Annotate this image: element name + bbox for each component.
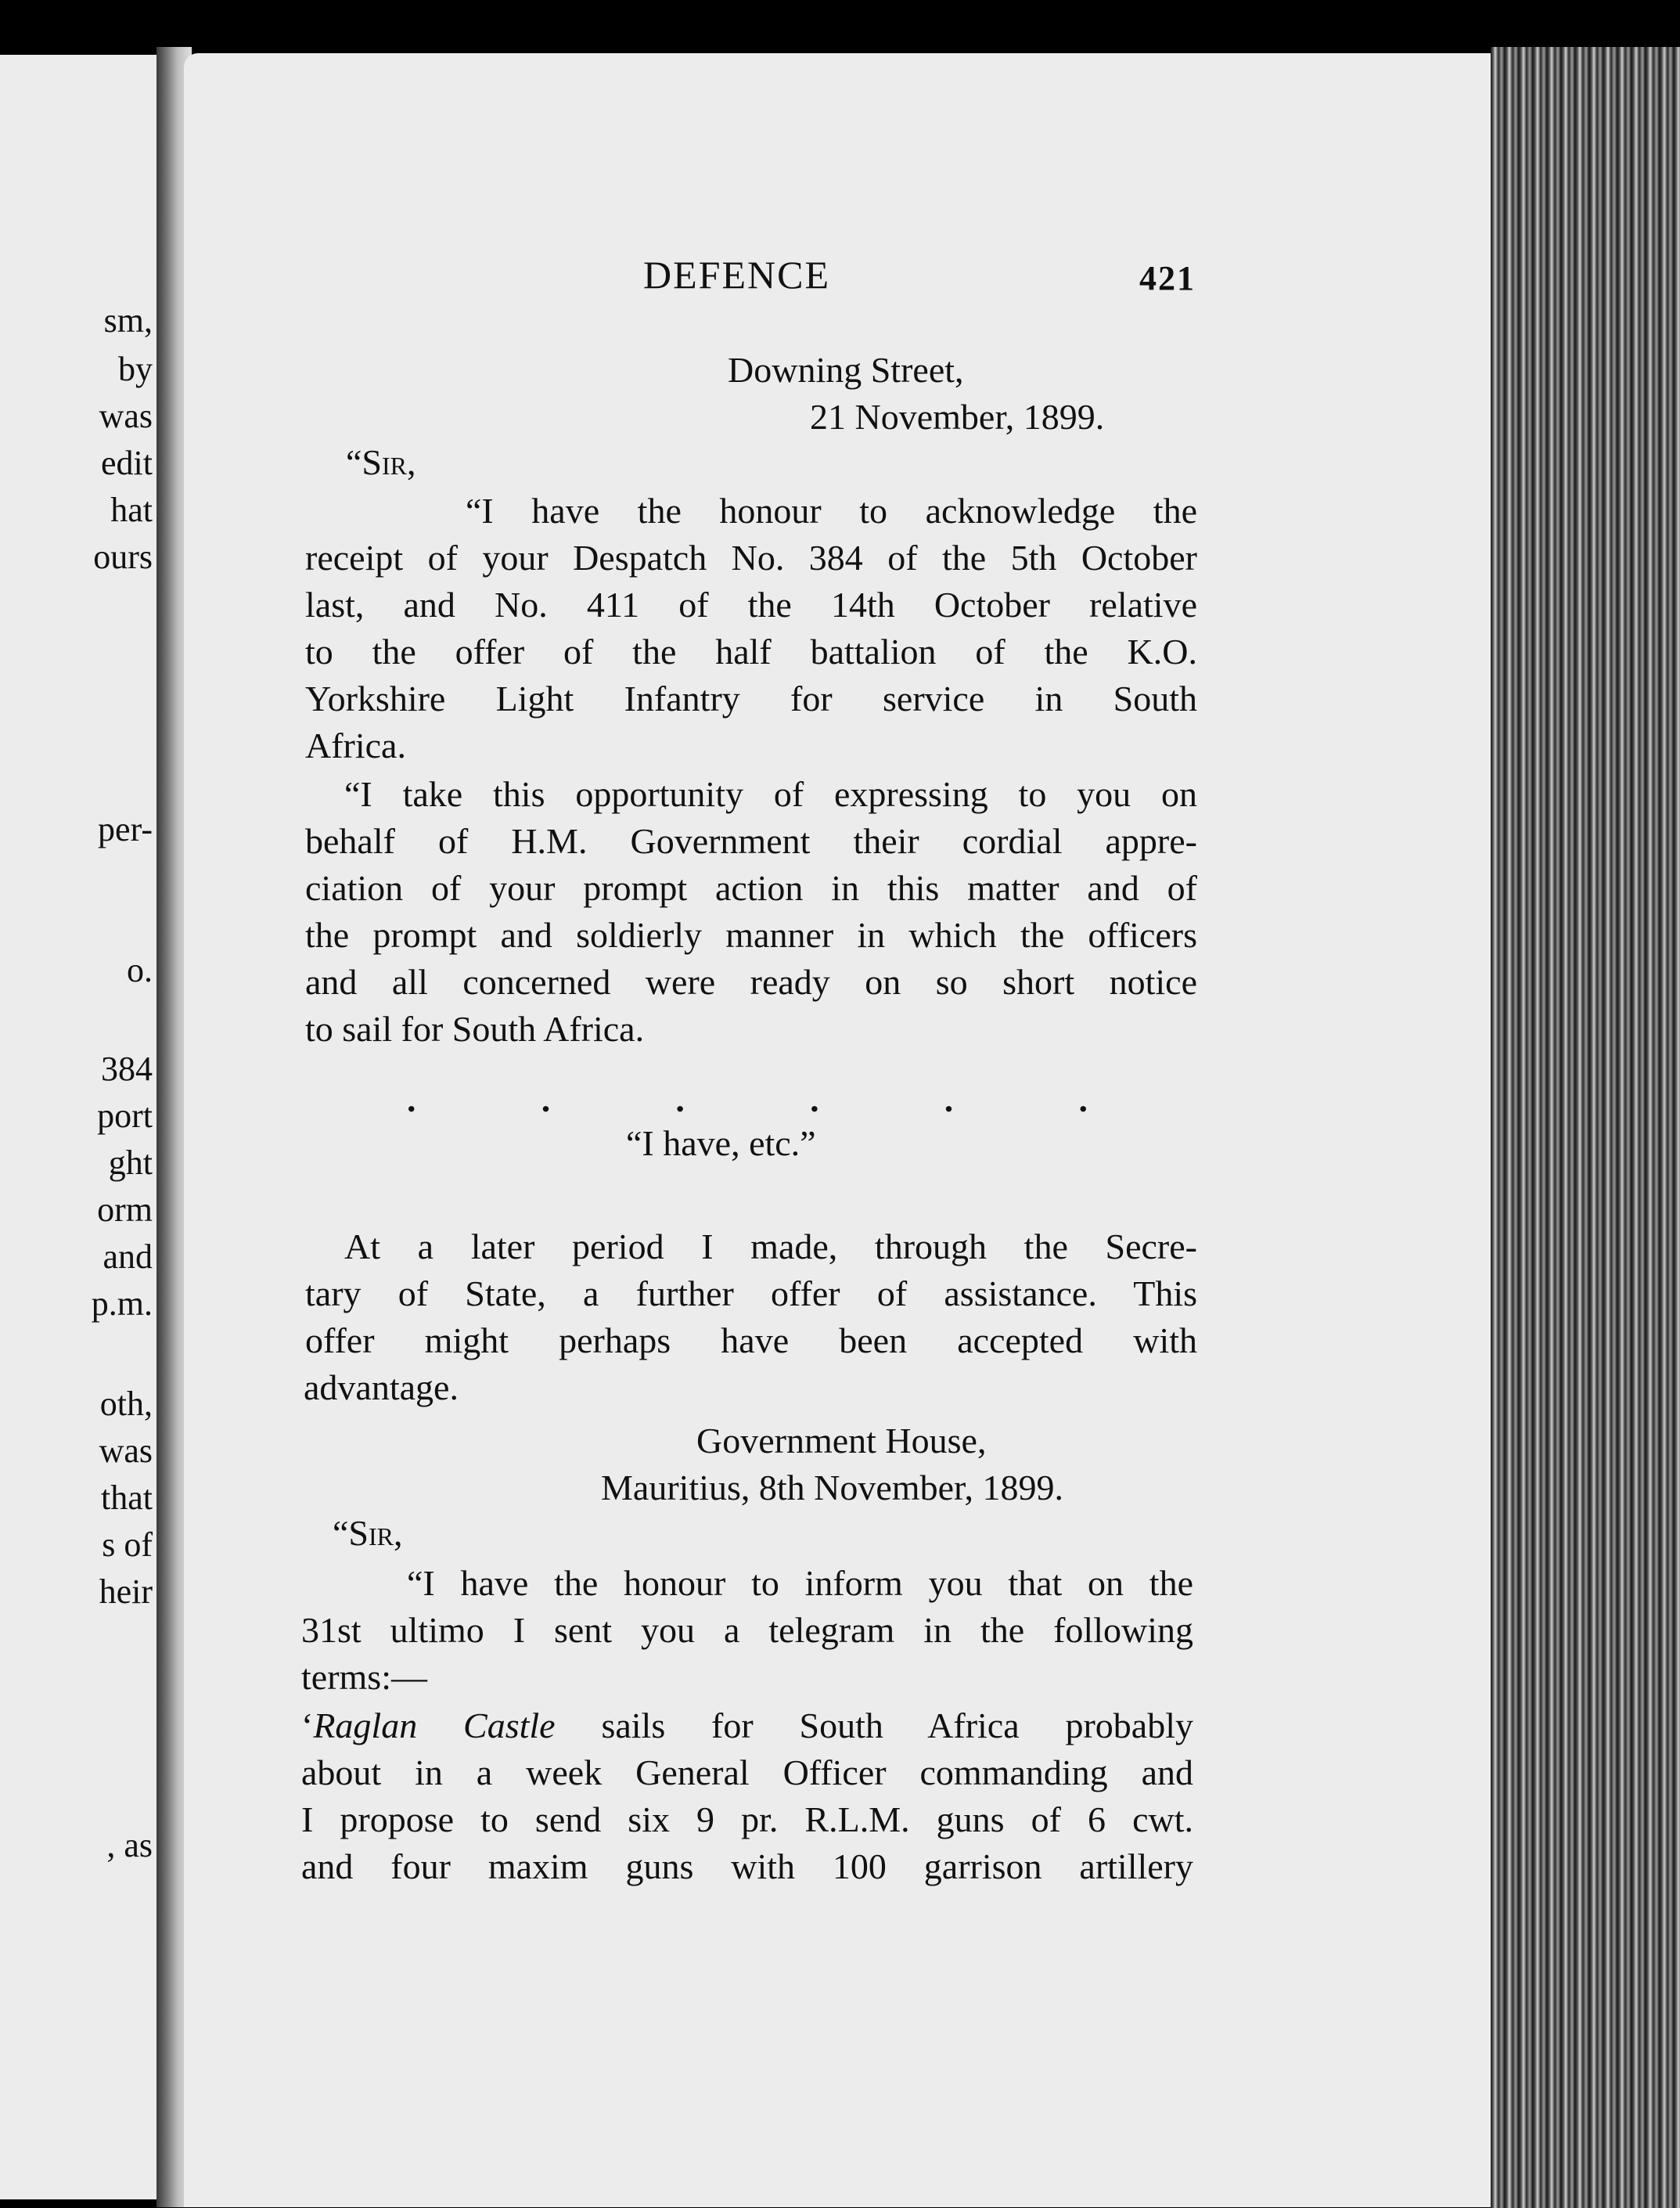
letter1-salutation: “Sir, [346,442,416,482]
letter2-address: Government House, [696,1421,987,1461]
letter1-paragraph1-line: last, and No. 411 of the 14th October relative [305,585,1197,625]
letter1-paragraph2-line: “I take this opportunity of expressing to you on [344,774,1197,814]
previous-page-fragment [0,55,160,2199]
ship-name: Raglan Castle [313,1706,556,1745]
dot: . [407,1079,416,1119]
dot: . [810,1079,819,1119]
running-header: DEFENCE [643,253,830,297]
telegram-first-line [301,1708,1193,1744]
left-page-line: orm [97,1190,153,1229]
left-page-line: by [118,350,153,388]
telegram-line: and four maxim guns with 100 garrison artillery [301,1846,1193,1886]
narrative-line: offer might perhaps have been accepted with [305,1320,1197,1360]
left-page-line: and [103,1237,153,1276]
left-page-line: oth, [99,1385,153,1423]
left-page-line: edit [101,444,153,482]
letter1-paragraph2-line: and all concerned were ready on so short notice [305,962,1197,1002]
narrative-line: tary of State, a further offer of assistance. This [305,1273,1197,1313]
letter1-paragraph2-last: to sail for South Africa. [305,1009,645,1049]
narrative-last-line: advantage. [304,1367,459,1407]
letter1-address: Downing Street, [728,350,964,390]
letter1-paragraph1-line: “I have the honour to acknowledge the [466,491,1197,531]
left-page-line: heir [99,1572,153,1611]
letter1-paragraph2-line: the prompt and soldierly manner in which the officers [305,915,1197,955]
page-edges [1491,47,1680,2208]
left-page-line: sm, [103,301,153,340]
left-page-line: was [99,1432,153,1470]
letter1-paragraph1-line: Yorkshire Light Infantry for service in South [305,679,1197,719]
letter2-salutation: “Sir, [333,1513,403,1553]
ellipsis-dots [407,1079,1088,1120]
left-page-line: ght [108,1144,153,1182]
letter2-paragraph-last: terms:— [301,1657,427,1697]
telegram-first-line-rest: sails for South Africa probably [555,1706,1193,1745]
letter1-paragraph2-line: behalf of H.M. Government their cordial appre- [305,821,1197,861]
left-page-line: was [99,397,153,435]
dot: . [675,1079,685,1119]
letter1-date: 21 November, 1899. [810,397,1105,437]
telegram-line: about in a week General Officer commanding and [301,1752,1193,1792]
letter2-paragraph-line: 31st ultimo I sent you a telegram in the following [301,1610,1193,1650]
letter1-paragraph1-last: Africa. [305,726,406,765]
left-page-line: that [101,1479,153,1517]
left-page-line: s of [102,1525,153,1564]
left-page-line: port [97,1097,153,1135]
dot: . [541,1079,551,1119]
narrative-line: At a later period I made, through the Secre- [344,1226,1197,1266]
left-page-line: , as [106,1826,153,1864]
dot: . [944,1079,954,1119]
letter1-closing: “I have, etc.” [626,1123,816,1163]
letter1-paragraph2-line: ciation of your prompt action in this matter and of [305,868,1197,908]
letter1-paragraph1-line: receipt of your Despatch No. 384 of the 5th October [305,538,1197,578]
letter2-date: Mauritius, 8th November, 1899. [601,1468,1063,1507]
left-page-line: o. [127,951,153,989]
left-page-line: 384 [101,1050,153,1088]
page-number: 421 [1139,259,1196,297]
dot: . [1078,1079,1088,1119]
telegram-line: I propose to send six 9 pr. R.L.M. guns of 6 cwt. [301,1799,1193,1839]
quote-mark: ‘ [301,1706,314,1745]
left-page-line: hat [110,491,153,529]
left-page-line: per- [98,810,153,848]
letter2-paragraph-line: “I have the honour to inform you that on the [407,1563,1193,1603]
left-page-line: ours [93,538,153,576]
left-page-line: p.m. [91,1284,153,1323]
letter1-paragraph1-line: to the offer of the half battalion of the K.O. [305,632,1197,672]
